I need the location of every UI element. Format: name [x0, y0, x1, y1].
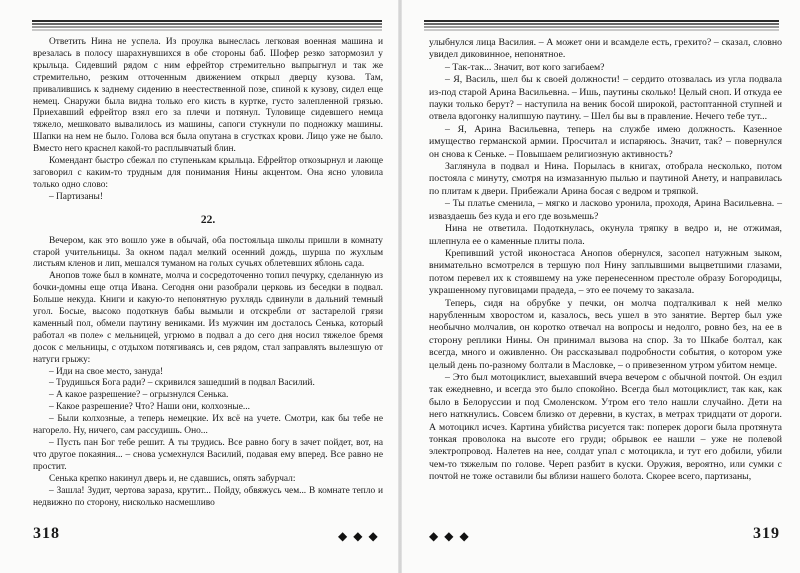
- paragraph: – Я, Арина Васильевна, теперь на службе имею должность. Казенное имущество германской армии. Просчитал и испаряюсь. Значит, так? – повернулся он снова к Сеньке. – Повышаем религиозную активность?: [429, 123, 782, 160]
- paragraph: – Были колхозные, а теперь немецкие. Их всё на учете. Смотри, как бы тебе не нагорело. Ну, ничего, сам рассудишь. Оно...: [33, 414, 383, 437]
- paragraph: Нина не ответила. Подоткнулась, окунула тряпку в ведро и, не отжимая, шлепнула ее о каменные плиты пола.: [429, 223, 782, 247]
- diamond-ornament-icon: ◆◆◆: [338, 529, 384, 543]
- paragraph: Заглянула в подвал и Нина. Порылась в книгах, отобрала несколько, потом постояла с минуту, смотря на измазанную пылью и паутиной Анету, и направилась по плитам к двери. Прибежали Арина босая с ведром и тряпкой.: [429, 161, 782, 197]
- paragraph: – Трудишься Бога ради? – скривился зашедший в подвал Василий.: [49, 378, 315, 389]
- page-number: 319: [753, 525, 780, 542]
- diamond-ornament-icon: ◆◆◆: [429, 529, 475, 543]
- paragraph: – Пусть пан Бог тебе решит. А ты трудись. Все равно богу в зачет пойдет, вот, на что другое покаяния... – снова усмехнулся Василий, подавая ему вперед. Все равно не простит.: [33, 438, 383, 472]
- right-page: [402, 0, 800, 573]
- paragraph: – Это был мотоциклист, выехавший вчера вечером с обычной почтой. Он ездил так ежедневно, и всегда это было спокойно. Всегда был мотоциклист, так как, как было в Белоруссии и под Смоленском. Утром его тело нашли случайно. Дети на него наткнулись. Совсем близко от деревни, в кустах, в метрах тридцати от дороги. А мотоцикл исчез. Картина убийства рисуется так: поперек дороги была протянута тонкая проволока на высоте его груди; обрывок ее нашли – уже не полевой электропровод. Налетев на нее, солдат упал с мотоцикла, и тут его добили, убили чем-то тяжелым по голове. Череп разбит в куски. Оружия, вероятно, или сумки с почтой не тоже оставили бы вблизи нашего болота. Скорее всего, партизаны,: [429, 371, 782, 483]
- paragraph: – Так-так... Значит, вот кого загибаем?: [445, 61, 605, 73]
- paragraph: Комендант быстро сбежал по ступенькам крыльца. Ефрейтор откозырнул и лающе заговорил с каким-то трудным для понимания Нины акцентом. Она ясно уловила только одно слово:: [33, 156, 383, 190]
- paragraph: Сенька крепко накинул дверь и, не сдавшись, опять забурчал:: [49, 473, 296, 484]
- header-rule: [32, 20, 382, 31]
- paragraph: улыбнулся лица Василия. – А может они и всамделе есть, грехито? – сказал, словно увидел диковинное, непонятное.: [429, 37, 782, 61]
- paragraph: – Ты платье сменила, – мягко и ласково уронила, проходя, Арина Васильевна. – изваздаешь без куда и его где возьмешь?: [429, 198, 782, 222]
- header-rule: [424, 20, 779, 31]
- paragraph: Анопов тоже был в комнате, молча и сосредоточенно топил печурку, сделанную из бочки-домны еще отца Ивана. Сегодня они разобрали церковь из беседки в подвал. Больше некуда. Книги и какую-то непонятную рухлядь сдвинули в дальний темный угол. Босые, высоко подоткнув бабы вымыли и отскребли от застарелой грязи каменный пол, обмели паутину вениками. Из мужчин им досталось Сенька, который работал «в поле» с мельницей, угрюмо в подвал а до сего дня носил тяжелое бремя досок с мельницы, с отдыхом потягиваясь и, сев рядом, стал заправлять вылезшую от натуги грыжу:: [33, 271, 383, 365]
- paragraph: Крепивший устой иконостаса Анопов обернулся, засопел натужным зыком, внимательно всмотрелся в тершую пол Нину заплывшими выцветшими глазами, потом перевел их к стоявшему на уже перенесенном престоле образу Богородицы, украшенному пуговицами прадеда, – это ее почему то заказала.: [429, 247, 782, 297]
- paragraph: Ответить Нина не успела. Из проулка вынеслась легковая военная машина и врезалась в полосу шарахнувшихся в обе стороны баб. Шофер резко затормозил у крыльца. Сидевший рядом с ним ефрейтор стремительно выпрыгнул и так же стремительно, резким отточенным движением открыл дверцу кузова. Там, привалившись к заднему сидению в неестественной позе, спиной к кузову, сидел еще немец. Снаружи была видна только его кисть в куртке, густо залепленной грязью. Приехавший ефрейтор взял его за плечи и потянул. Туловище сидевшего немца тяжело, мешковато вывалилось из машины, сапоги стукнули по подножку машины. Шапки на нем не было. Голова вся была опутана в сгустках крови. Лицо уже не было. Вместо него краснел какой-то расплывчатый блин.: [33, 37, 383, 155]
- paragraph: – Зашла! Зудит, чертова зараза, крутит... Пойду, обвяжусь чем... В комнате тепло и недвижно по сторону, нисколько насмешливо: [33, 485, 383, 508]
- paragraph: Вечером, как это вошло уже в обычай, оба постояльца школы пришли в комнату старой учительницы. За окном падал мелкий осенний дождь, шурша по жухлым листьям кленов и лип, мешался туманом на голых сучьях облетевших яблонь сада.: [33, 235, 383, 270]
- page-number: 318: [33, 525, 60, 542]
- chapter-heading: 22.: [200, 213, 216, 226]
- paragraph: – А какое разрешение? – огрызнулся Сенька.: [49, 390, 229, 401]
- paragraph: – Партизаны!: [49, 191, 103, 202]
- left-page: [0, 0, 398, 573]
- paragraph: Теперь, сидя на обрубке у печки, он молча подталкивал к ней мелко нарубленным хворостом и, казалось, весь ушел в это занятие. Вертер был уже необычно молчалив, он коротко отвечал на вопросы и недолго, ровно без, на ее в сторону реплики Нины. Он принимал вызова на спор. За то Шкабе болтал, как всегда, много и оживленно. Он рассказывал подробности события, о котором уже целый день по-разному болтали в Масловке, – о привезенном утром убитом немце.: [429, 297, 782, 371]
- paragraph: – Я, Василь, шел бы к своей должности! – сердито отозвалась из угла подвала из-под старой Арина Васильевна. – Ишь, паутины сколько! Целый сноп. И откуда ее пауки только берут? – наступила на веник босой широкой, растоптанной ступней и отвела вдогонку налипшую паутину. – Шел бы вы в правление. Нечего тебе тут...: [429, 74, 782, 123]
- paragraph: – Какое разрешение? Что? Наши они, колхозные...: [49, 402, 250, 413]
- paragraph: – Иди на свое место, зануда!: [49, 366, 164, 377]
- left-page-text: [33, 37, 383, 509]
- right-page-text: [429, 37, 782, 484]
